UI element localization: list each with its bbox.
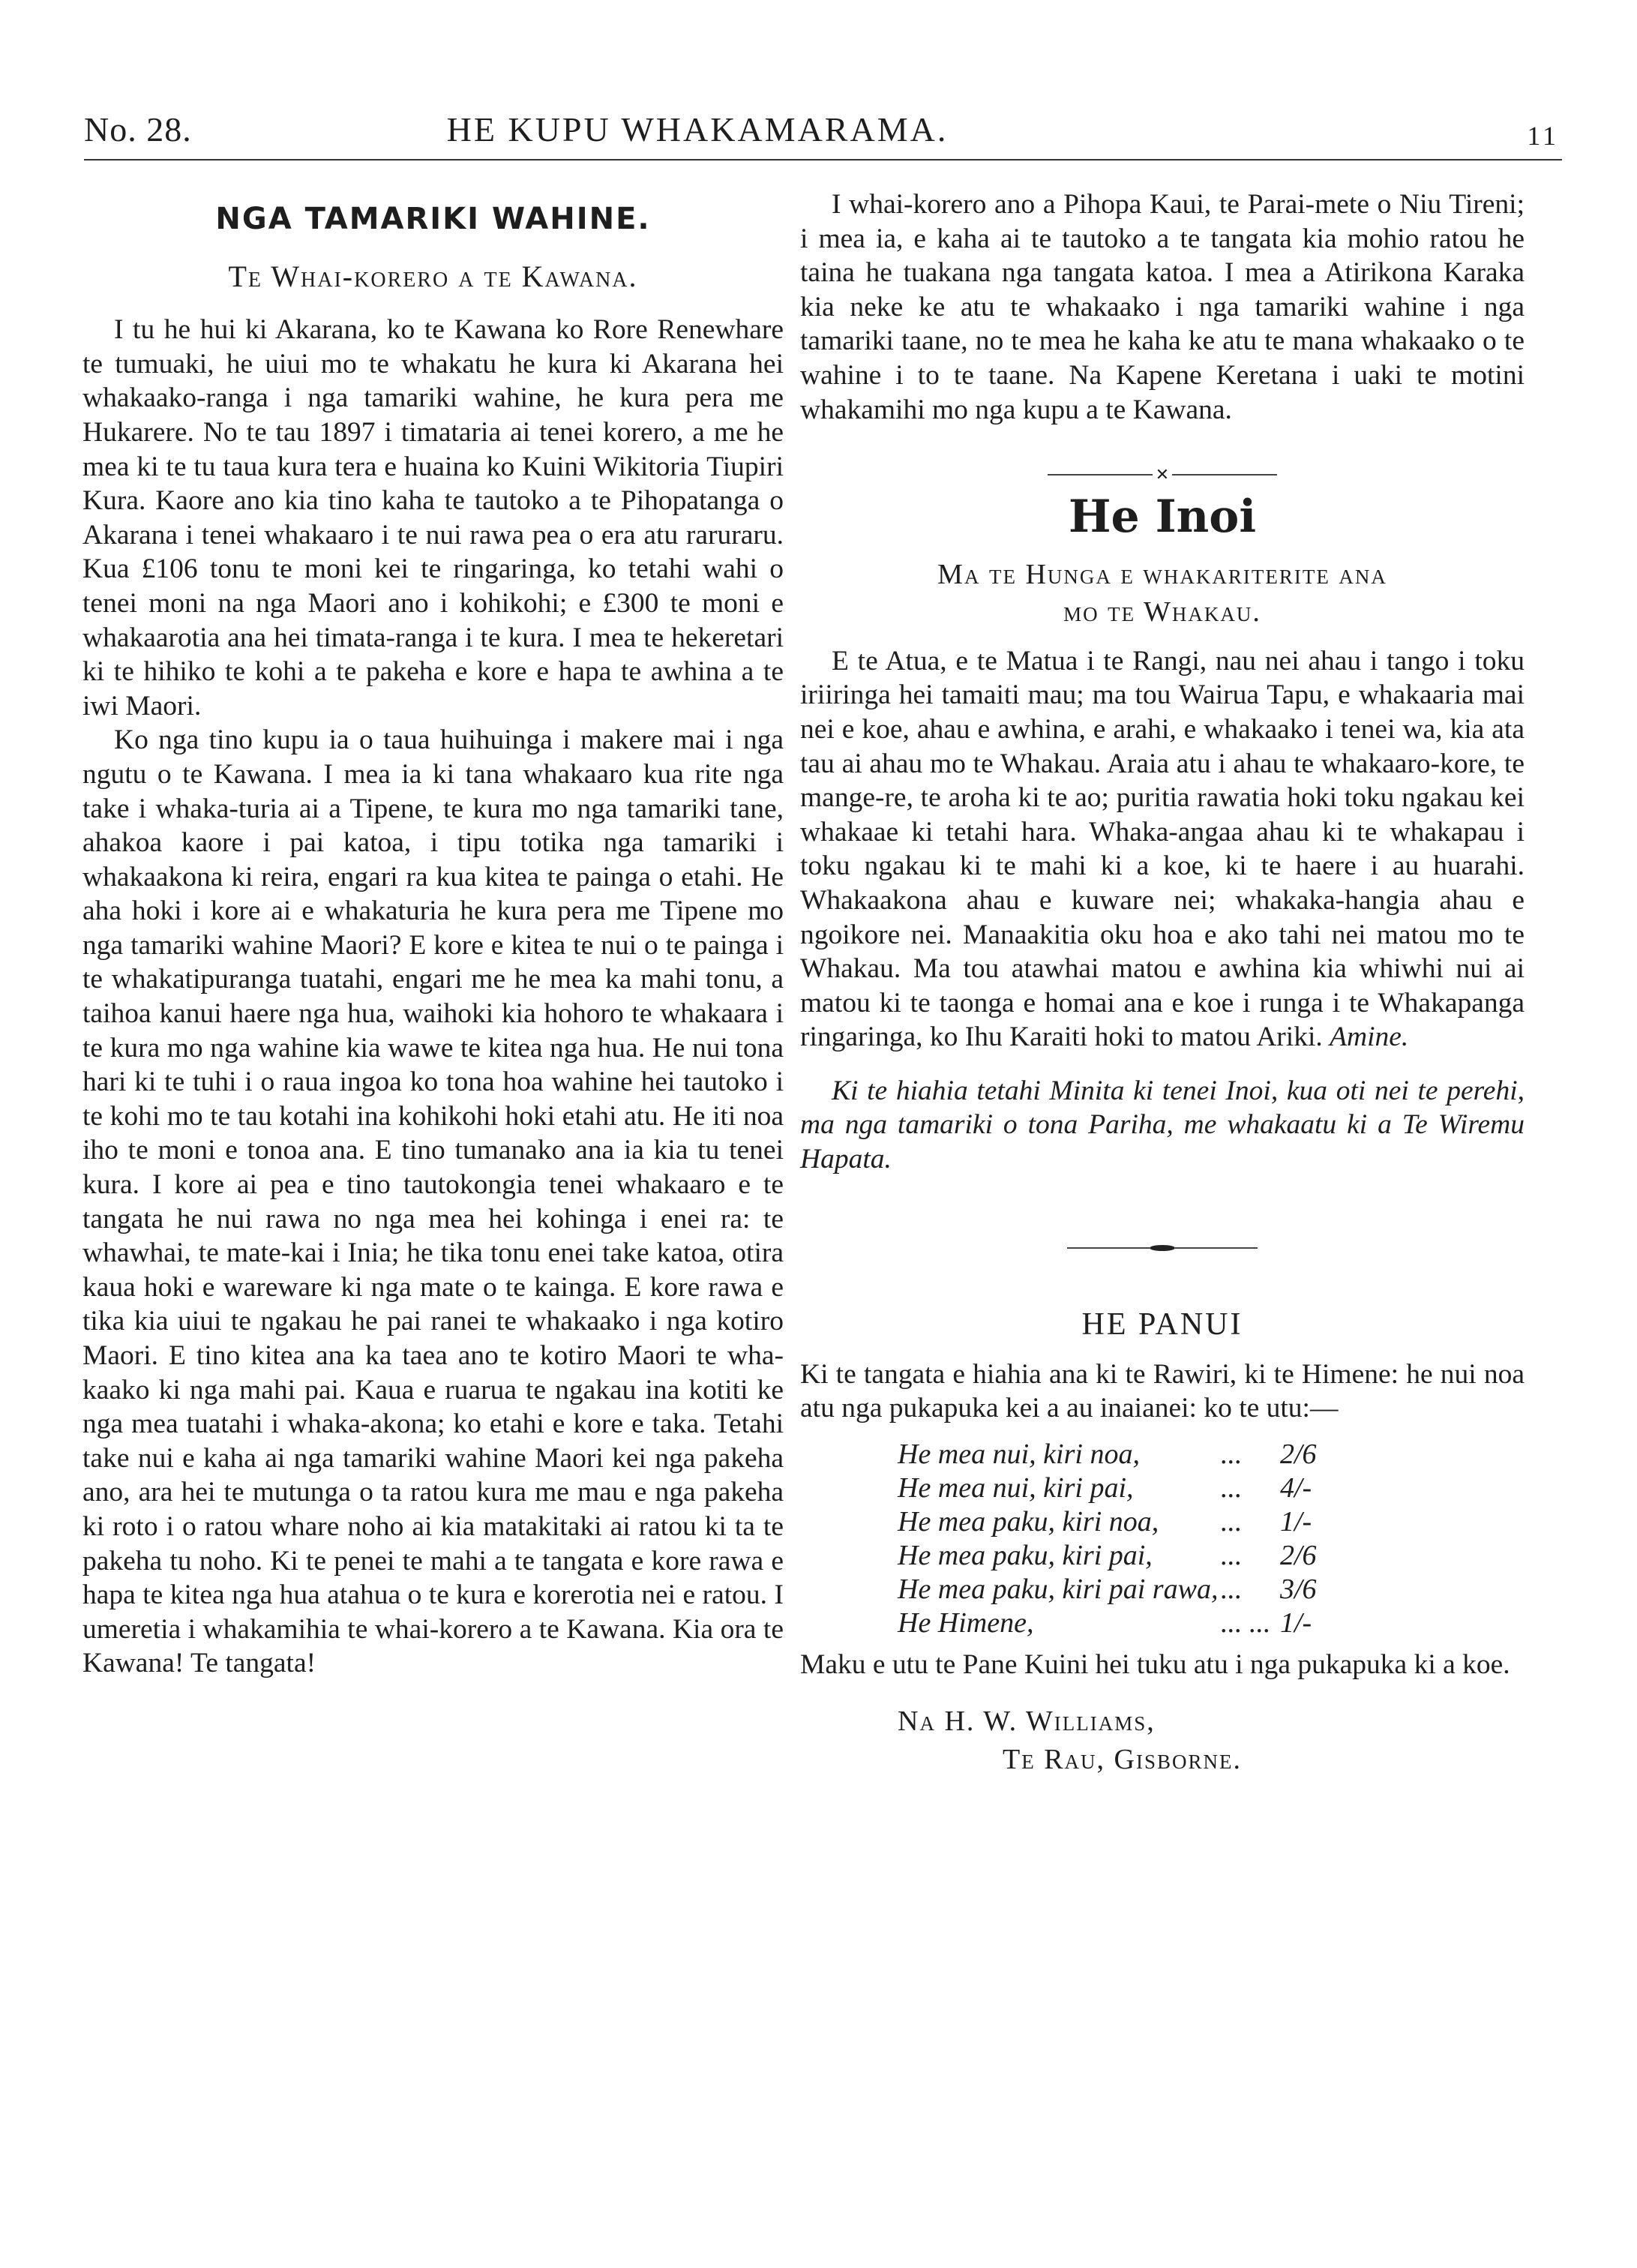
issue-number: No. 28. (84, 110, 192, 148)
price-price: 4/- (1280, 1472, 1312, 1504)
price-item: He mea nui, kiri noa, (898, 1438, 1140, 1471)
price-item: He mea paku, kiri pai, (898, 1540, 1153, 1572)
price-dots: ... (1220, 1472, 1242, 1504)
notice-text: Ki te tangata e hiahia ana ki te Rawiri, ki te Himene: he nui noa atu nga pukapuka kei a au inaianei: ko te utu:— (800, 1358, 1525, 1424)
price-dots: ... ... (1220, 1607, 1270, 1640)
price-price: 2/6 (1280, 1438, 1317, 1471)
prayer-body: E te Atua, e te Matua i te Rangi, nau nei ahau i tango i toku iriiringa hei tamaiti mau; ma tou Wairua Tapu, e whakaaria mai nei e koe, ahau e awhina, e arahi, e whakaako i tenei wa, kia ata tau ai ahau mo te Whakau. Araia atu i ahau te whakaaro-kore, te mange-re, te aroha ki te ao; puritia rawatia hoki toku ngakau kei whakaae ki tetahi hara. Whaka-angaa ahau ki te whakapau i toku ngakau ki te mahi ki a koe, ki te haere i au huarahi. Whakaakona ahau e kuware nei; whakaka-hangia ahau e ngoikore nei. Manaakitia oku hoa e ako tahi nei matou mo te Whakau. Ma tou atawhai matou e awhina kia whiwhi nui ai matou ki te taonga e homai ana e koe i runga i te Whakapanga ringaringa, ko Ihu Karaiti hoki to matou Ariki. (800, 645, 1525, 1053)
article-subheading: Te Whai-korero a te Kawana. (228, 259, 638, 293)
price-dots: ... (1220, 1574, 1242, 1606)
prayer-text (800, 644, 1525, 1054)
signature-place: Te Rau, Gisborne. (1003, 1744, 1243, 1776)
ornament-divider-2 (800, 1229, 1525, 1264)
price-price: 3/6 (1280, 1574, 1317, 1606)
price-row (898, 1472, 1340, 1505)
notice-closing: Maku e utu te Pane Kuini hei tuku atu i nga pukapuka ki a koe. (800, 1649, 1510, 1681)
price-price: 2/6 (1280, 1540, 1317, 1572)
price-row (898, 1505, 1340, 1539)
page-number: 11 (1527, 121, 1559, 151)
prayer-subheading-line-1: Ma te Hunga e whakariterite ana (937, 558, 1387, 590)
running-title: HE KUPU WHAKAMARAMA. (446, 110, 949, 148)
price-dots: ... (1220, 1540, 1242, 1572)
ornament-divider: ✕ (800, 455, 1525, 470)
right-column (800, 188, 1525, 1778)
prayer-subheading (800, 556, 1525, 631)
prayer-heading: He Inoi (1068, 490, 1257, 544)
prayer-subheading-line-2: mo te Whakau. (1063, 596, 1261, 628)
price-row (898, 1539, 1340, 1573)
signature-name: Na H. W. Williams, (898, 1705, 1156, 1737)
price-row (898, 1606, 1340, 1640)
article-paragraph-3: I whai-korero ano a Pihopa Kaui, te Parai-mete o Niu Tireni; i mea ia, e kaha ai te tautoko a te tangata kia mohio ratou he taina he tuakana nga tangata katoa. I mea a Atirikona Karaka kia neke ke atu te whakaako i nga tamariki wahine i nga tamariki taane, no te mea he kaha ke atu te mana whakaako o te wahine i to te taane. Na Kapene Keretana i uaki te motini whakamihi mo nga kupu a te Kawana. (800, 189, 1525, 425)
price-item: He Himene, (898, 1607, 1034, 1640)
price-price: 1/- (1280, 1506, 1312, 1538)
price-item: He mea nui, kiri pai, (898, 1472, 1134, 1504)
price-row (898, 1573, 1340, 1606)
price-table (898, 1438, 1340, 1640)
prayer-amen: Amine. (1330, 1022, 1409, 1053)
left-column (82, 188, 784, 1681)
header-rule (84, 159, 1562, 160)
price-price: 1/- (1280, 1607, 1312, 1640)
price-row (898, 1438, 1340, 1472)
price-item: He mea paku, kiri pai rawa, (898, 1574, 1219, 1606)
article-paragraph-1: I tu he hui ki Akarana, ko te Kawana ko Rore Renewhare te tumuaki, he uiui mo te whakatu he kura ki Akarana hei whakaako-ranga i nga tamariki wahine, he kura pera me Hukarere. No te tau 1897 i timataria ai tenei korero, a me he mea ki te tu taua kura tera e huaina ko Kuini Wikitoria Tiupiri Kura. Kaore ano kia tino kaha te tautoko a te Pihopatanga o Akarana i tenei whakaaro i te nui rawa pea o era atu raruraru. Kua £106 tonu te moni kei te ringaringa, ko tetahi wahi o tenei moni na nga Maori ano i kohikohi; e £300 te moni e whakaarotia ana hei timata-ranga i te kura. I mea te hekeretari ki te hihiko te kohi a te pakeha e kore e hapa te awhina a te iwi Maori. (82, 314, 784, 722)
notice-heading: HE PANUI (1081, 1307, 1243, 1342)
price-dots: ... (1220, 1506, 1242, 1538)
prayer-note: Ki te hiahia tetahi Minita ki tenei Inoi, kua oti nei te perehi, ma nga tamariki o tona Pariha, me whakaatu ki a Te Wiremu Hapata. (800, 1075, 1525, 1175)
price-item: He mea paku, kiri noa, (898, 1506, 1159, 1538)
article-heading: NGA TAMARIKI WAHINE. (215, 202, 651, 236)
price-dots: ... (1220, 1438, 1242, 1471)
article-paragraph-2: Ko nga tino kupu ia o taua huihuinga i makere mai i nga ngutu o te Kawana. I mea ia ki tana whakaaro kua rite nga take i whaka-turia ai a Tipene, te kura mo nga tamariki tane, ahakoa kaore i pai katoa, i tipu totika nga tamariki i whakaakona ki reira, engari ra kua kitea te painga o etahi. He aha hoki i kore ai e whakaturia he kura pera me Tipene mo nga tamariki wahine Maori? E kore e kitea te nui o te painga i te whakatipuranga tuatahi, engari me he mea ka mahi tonu, a taihoa kanui haere nga hua, waihoki kia hohoro te whakaara i te kura mo nga wahine kia wawe te kitea nga hua. He nui tona hari ki te tuhi i o raua ingoa ko tona hoa wahine hei tautoko i te kohi mo te tau kotahi ina kohikohi hoki etahi atu. He iti noa iho te moni e tonoa ana. E tino tumanako ana ia kia tu tenei kura. I kore ai pea e tino tautokongia tenei whakaaro e te tangata he nui rawa no nga mea hei kohinga i enei ra: te whawhai, te mate-kai i Inia; he tika tonu enei take katoa, otira kaua hoki e wareware ki nga mate o te kainga. E kore rawa e tika kia uiui te ngakau he pai ranei te whakaako i nga kotiro Maori. E tino kitea ana ka taea ano te kotiro Maori te wha-kaako ki nga mahi pai. Kaua e ruarua te ngakau ina kotiti ke nga mea tuatahi i whaka-akona; ko etahi e kore e taka. Tetahi take nui e kaha ai nga tamariki wahine Maori kei nga pakeha ano, ara hei te mutunga o ta ratou kura me mau e nga pakeha ki roto i o ratou whare noho ai kia matakitaki ai ratou ki ta te pakeha tu noho. Ki te penei te mahi a te tangata e kore rawa e hapa te kitea nga hua atahua o te kura e korerotia nei e ratou. I umeretia i whakamihia te whai-korero a te Kawana. Kia ora te Kawana! Te tangata! (82, 724, 784, 1679)
